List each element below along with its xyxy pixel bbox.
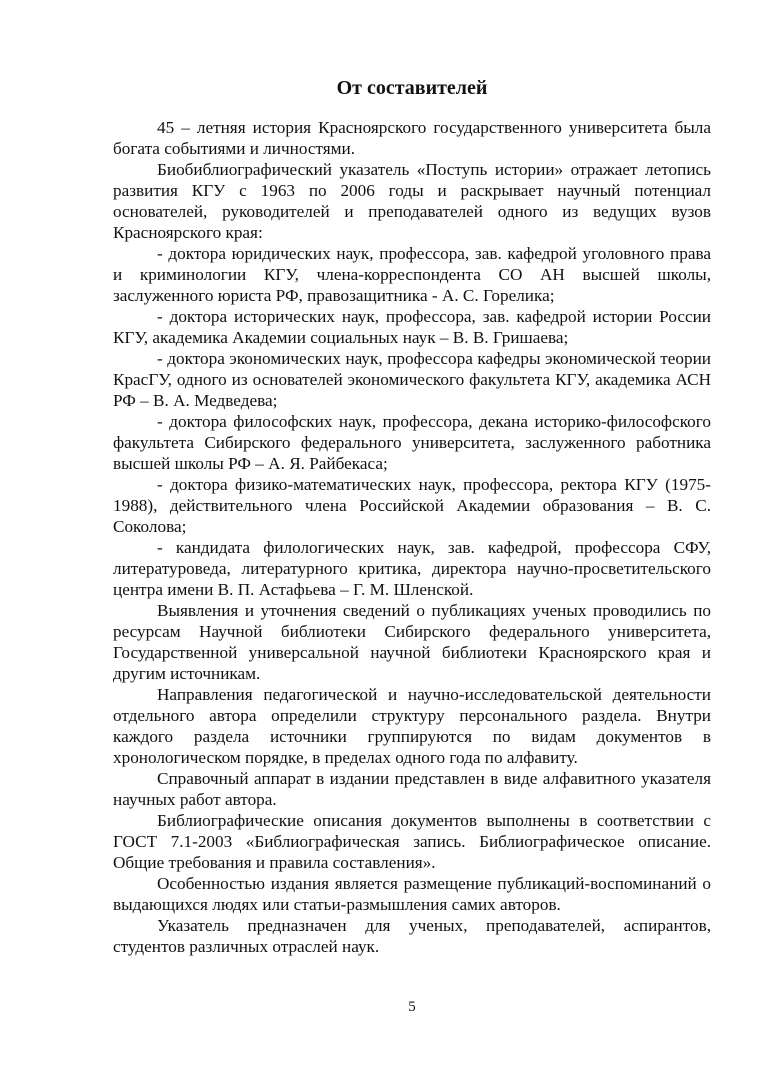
paragraph-features: Особенностью издания является размещение публикаций-воспоминаний о выдающихся людях или статьи-размышления самих авторов. <box>113 874 711 914</box>
paragraph-reference-apparatus: Справочный аппарат в издании представлен в виде алфавитного указателя научных работ автора. <box>113 769 711 809</box>
list-item-gorelik: - доктора юридических наук, профессора, зав. кафедрой уголовного права и криминологии КГУ, члена-корреспондента СО АН высшей школы, заслуженного юриста РФ, правозащитника - А. С. Горелика; <box>113 244 711 305</box>
paragraph-audience: Указатель предназначен для ученых, преподавателей, аспирантов, студентов различных отраслей наук. <box>113 916 711 956</box>
list-item-shlenskaya: - кандидата филологических наук, зав. кафедрой, профессора СФУ, литературоведа, литературного критика, директора научно-просветительского центра имени В. П. Астафьева – Г. М. Шленской. <box>113 538 711 599</box>
paragraph-index-description: Биобиблиографический указатель «Поступь истории» отражает летопись развития КГУ с 1963 по 2006 годы и раскрывает научный потенциал основателей, руководителей и преподавателей одного из ведущих вузов Красноярского края: <box>113 160 711 242</box>
paragraph-sources: Выявления и уточнения сведений о публикациях ученых проводились по ресурсам Научной библиотеки Сибирского федерального университета, Государственной универсальной научной библиотеки Красноярского края и другим источникам. <box>113 601 711 683</box>
list-item-grishaev: - доктора исторических наук, профессора, зав. кафедрой истории России КГУ, академика Академии социальных наук – В. В. Гришаева; <box>113 307 711 347</box>
page-title: От составителей <box>336 77 488 99</box>
list-item-raibekas: - доктора философских наук, профессора, декана историко-философского факультета Сибирского федерального университета, заслуженного работника высшей школы РФ – А. Я. Райбекаса; <box>113 412 711 473</box>
list-item-sokolov: - доктора физико-математических наук, профессора, ректора КГУ (1975-1988), действительного члена Российской Академии образования – В. С. Соколова; <box>113 475 711 536</box>
body-text <box>113 117 711 957</box>
document-page <box>113 0 711 1080</box>
paragraph-gost: Библиографические описания документов выполнены в соответствии с ГОСТ 7.1-2003 «Библиографическая запись. Библиографическое описание. Общие требования и правила составления». <box>113 811 711 872</box>
paragraph-structure: Направления педагогической и научно-исследовательской деятельности отдельного автора определили структуру персонального раздела. Внутри каждого раздела источники группируются по видам документов в хронологическом порядке, в пределах одного года по алфавиту. <box>113 685 711 767</box>
list-item-medvedev: - доктора экономических наук, профессора кафедры экономической теории КрасГУ, одного из основателей экономического факультета КГУ, академика АСН РФ – В. А. Медведева; <box>113 349 711 410</box>
paragraph-intro: 45 – летняя история Красноярского государственного университета была богата событиями и личностями. <box>113 118 711 158</box>
page-number: 5 <box>408 999 416 1015</box>
